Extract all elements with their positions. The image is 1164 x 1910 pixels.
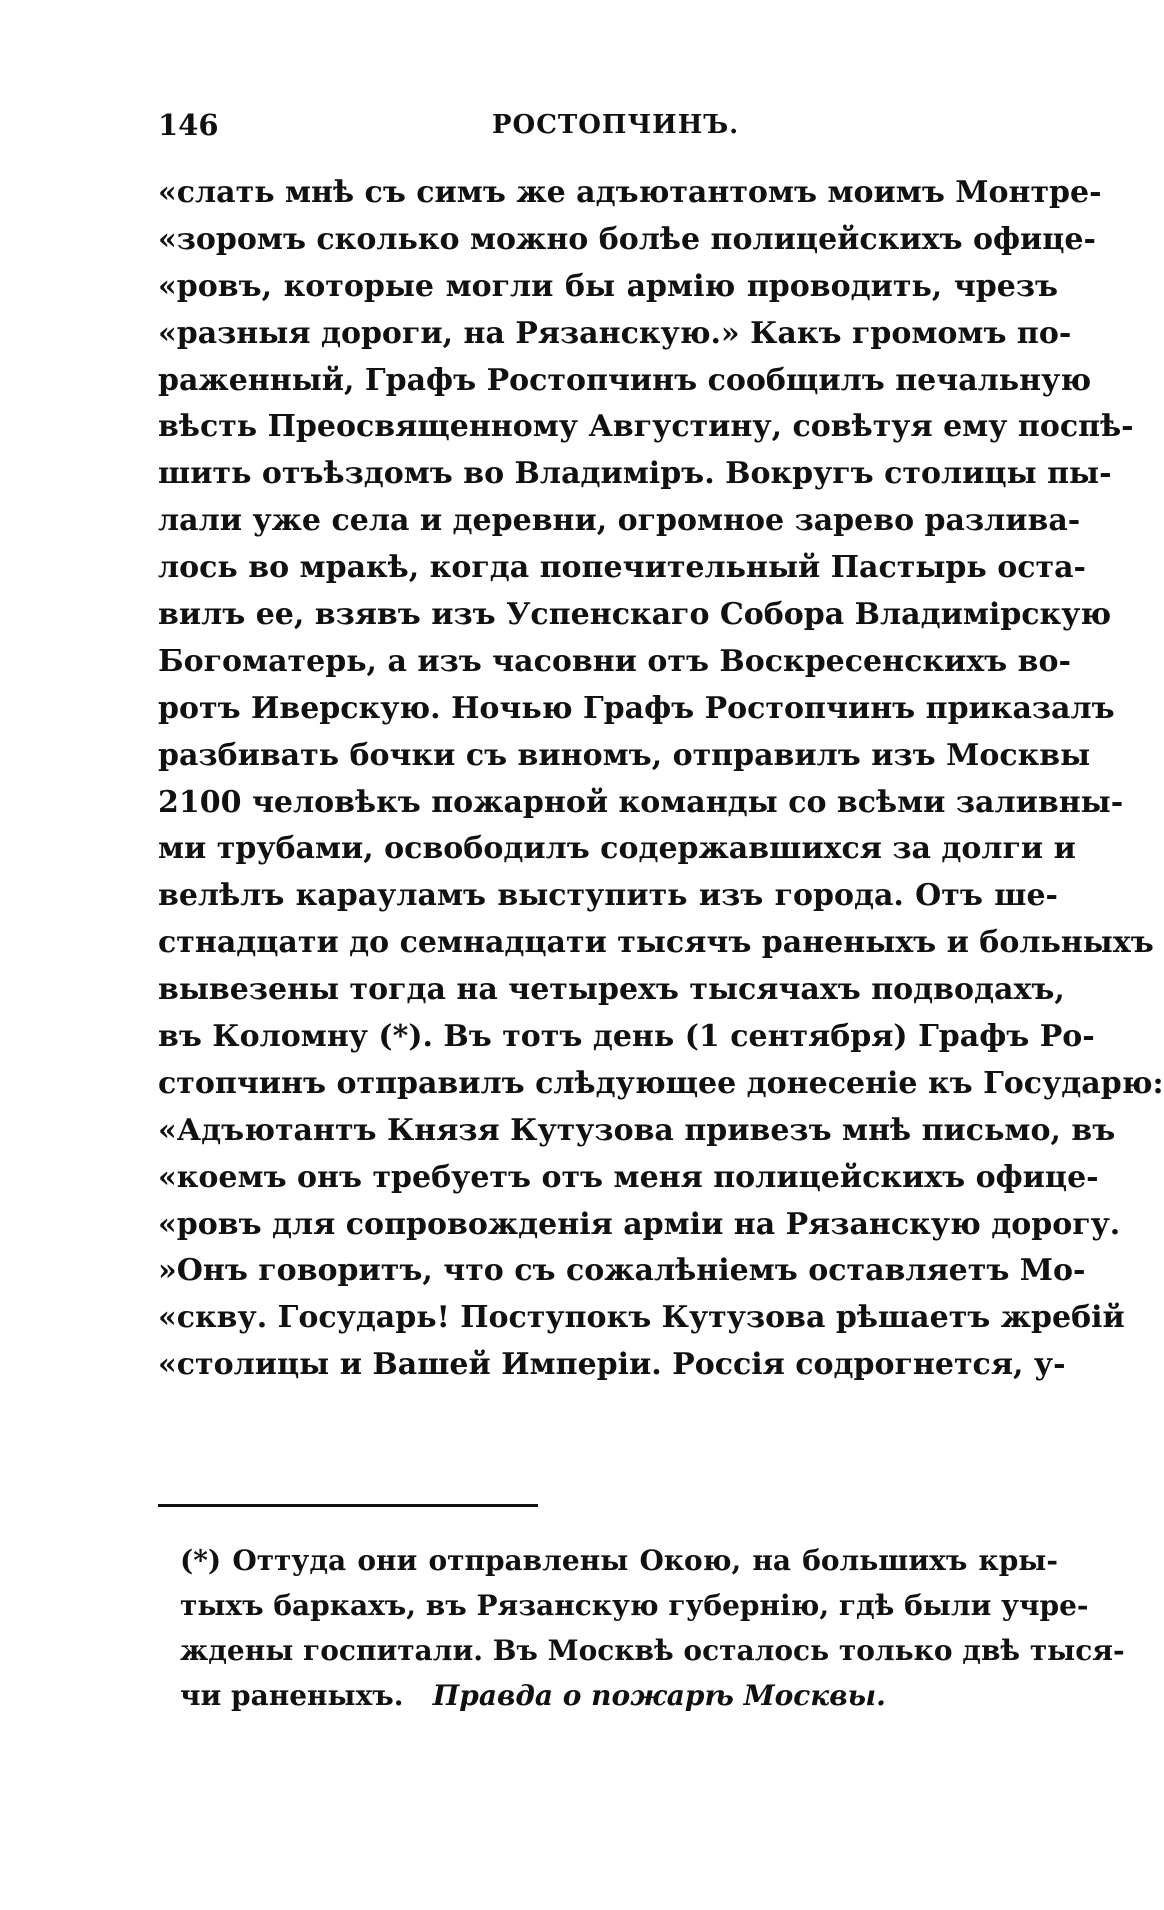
text-line: въ Коломну (*). Въ тотъ день (1 сентября) Графъ Ро- [158, 1019, 1095, 1055]
text-line: лось во мракѣ, когда попечительный Пастырь оста- [158, 550, 1086, 586]
footnote-text: чи раненыхъ. [180, 1679, 404, 1712]
text-line: вѣсть Преосвященному Августину, совѣтуя ему поспѣ- [158, 409, 1134, 445]
text-line: ротъ Иверскую. Ночью Графъ Ростопчинъ приказалъ [158, 690, 1115, 726]
text-line: «зоромъ сколько можно болѣе полицейскихъ офице- [158, 221, 1096, 257]
footnote-line: ждены госпитали. Въ Москвѣ осталось только двѣ тыся- [180, 1634, 1125, 1667]
footnote-last-line [180, 1673, 1058, 1718]
main-text [158, 170, 1164, 1389]
text-line: Богоматерь, а изъ часовни отъ Воскресенскихъ во- [158, 643, 1071, 679]
text-line: стнадцати до семнадцати тысячъ раненыхъ и больныхъ [158, 925, 1154, 961]
running-head: РОСТОПЧИНЪ. [492, 110, 740, 140]
text-line: шить отъѣздомъ во Владиміръ. Вокругъ столицы пы- [158, 456, 1112, 492]
text-line: стопчинъ отправилъ слѣдующее донесеніе къ Государю: [158, 1065, 1164, 1101]
text-line: разбивать бочки съ виномъ, отправилъ изъ Москвы [158, 737, 1091, 773]
text-line: «коемъ онъ требуетъ отъ меня полицейскихъ офице- [158, 1159, 1099, 1195]
text-line: «столицы и Вашей Имперіи. Россія содрогнется, у- [158, 1347, 1066, 1383]
text-line: ми трубами, освободилъ содержавшихся за долги и [158, 831, 1076, 867]
text-line: «слать мнѣ съ симъ же адъютантомъ моимъ Монтре- [158, 175, 1102, 210]
text-line: «скву. Государь! Поступокъ Кутузова рѣшаетъ жребій [158, 1300, 1125, 1336]
footnote-line: (*) Оттуда они отправлены Окою, на большихъ кры- [180, 1544, 1058, 1577]
text-line: велѣлъ карауламъ выступить изъ города. Отъ ше- [158, 878, 1058, 914]
text-line: лали уже села и деревни, огромное зарево разлива- [158, 503, 1081, 539]
footnote-divider [158, 1504, 538, 1507]
footnote-line: тыхъ баркахъ, въ Рязанскую губернію, гдѣ были учре- [180, 1589, 1089, 1622]
text-line: «разныя дороги, на Рязанскую.» Какъ громомъ по- [158, 315, 1072, 351]
text-line: раженный, Графъ Ростопчинъ сообщилъ печальную [158, 362, 1092, 398]
text-line: «ровъ для сопровожденія арміи на Рязанскую дорогу. [158, 1206, 1121, 1242]
page-header [158, 108, 1058, 148]
text-line: »Онъ говоритъ, что съ сожалѣніемъ оставляетъ Мо- [158, 1253, 1086, 1289]
text-line: вывезены тогда на четырехъ тысячахъ подводахъ, [158, 972, 1065, 1008]
footnote [180, 1538, 1125, 1718]
text-line: 2100 человѣкъ пожарной команды со всѣми заливны- [158, 784, 1124, 820]
text-line: «Адъютантъ Князя Кутузова привезъ мнѣ письмо, въ [158, 1112, 1116, 1148]
footnote-source: Правда о пожарѣ Москвы. [432, 1679, 886, 1712]
text-line: «ровъ, которые могли бы армію проводить, чрезъ [158, 268, 1058, 304]
page-number: 146 [158, 108, 219, 142]
text-line: вилъ ее, взявъ изъ Успенскаго Собора Владимірскую [158, 597, 1112, 633]
